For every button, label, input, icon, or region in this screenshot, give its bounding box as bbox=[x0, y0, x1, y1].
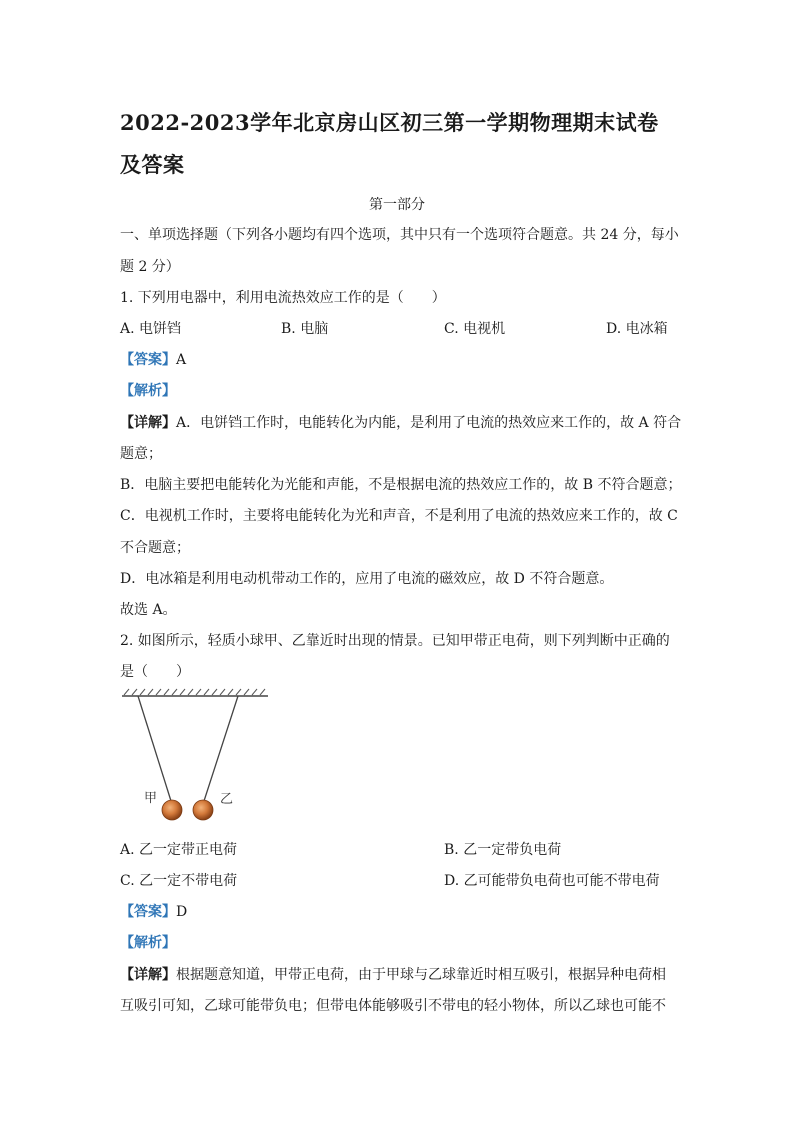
answer-tag: 【答案】 bbox=[120, 904, 176, 920]
q1-detail-line-5: 不合题意； bbox=[120, 540, 190, 556]
q1-detail-line-3: B．电脑主要把电能转化为光能和声能，不是根据电流的热效应工作的，故 B 不符合题意； bbox=[120, 477, 682, 493]
detail-tag: 【详解】 bbox=[120, 967, 176, 983]
label-jia: 甲 bbox=[144, 791, 158, 806]
q1-analysis-tag bbox=[120, 382, 176, 400]
q2-analysis-tag bbox=[120, 934, 176, 952]
q1-option-c: C. 电视机 bbox=[444, 321, 506, 337]
q2-answer-value: D bbox=[176, 904, 188, 920]
q2-detail-line-2: 互吸引可知，乙球可能带负电；但带电体能够吸引不带电的轻小物体，所以乙球也可能不 bbox=[120, 998, 666, 1014]
q1-answer bbox=[120, 351, 186, 369]
q1-detail-line-4: C．电视机工作时，主要将电能转化为光和声音，不是利用了电流的热效应来工作的，故 C bbox=[120, 508, 678, 524]
q2-option-a: A. 乙一定带正电荷 bbox=[120, 842, 238, 858]
section-heading-line1: 一、单项选择题（下列各小题均有四个选项，其中只有一个选项符合题意。共 24 分，每小 bbox=[120, 227, 679, 243]
q1-detail-line-2: 题意； bbox=[120, 446, 162, 462]
pendulum-figure bbox=[120, 688, 270, 832]
q2-option-d: D. 乙可能带负电荷也可能不带电荷 bbox=[444, 873, 660, 889]
q1-option-d: D. 电冰箱 bbox=[606, 321, 668, 337]
q2-stem-line1: 2. 如图所示，轻质小球甲、乙靠近时出现的情景。已知甲带正电荷，则下列判断中正确的 bbox=[120, 633, 670, 649]
answer-tag: 【答案】 bbox=[120, 352, 176, 368]
page-title: 2022-2023学年北京房山区初三第一学期物理期末试卷及答案 bbox=[120, 110, 659, 177]
detail-text: A．电饼铛工作时，电能转化为内能，是利用了电流的热效应来工作的，故 A 符合 bbox=[176, 415, 682, 431]
q1-answer-value: A bbox=[176, 352, 187, 368]
part-label: 第一部分 bbox=[369, 197, 425, 213]
pendulum-diagram bbox=[120, 688, 270, 828]
q1-detail-line-6: D．电冰箱是利用电动机带动工作的，应用了电流的磁效应，故 D 不符合题意。 bbox=[120, 571, 614, 587]
q1-option-a: A. 电饼铛 bbox=[120, 321, 182, 337]
analysis-tag: 【解析】 bbox=[120, 383, 176, 399]
q2-stem-line2: 是（ ） bbox=[120, 664, 190, 680]
q2-answer bbox=[120, 903, 187, 921]
q2-detail-line-1 bbox=[120, 966, 666, 984]
q2-option-c: C. 乙一定不带电荷 bbox=[120, 873, 238, 889]
ceiling bbox=[122, 689, 268, 696]
q2-option-b: B. 乙一定带负电荷 bbox=[444, 842, 562, 858]
ball-yi bbox=[193, 800, 213, 820]
detail-tag: 【详解】 bbox=[120, 415, 176, 431]
label-yi: 乙 bbox=[220, 792, 234, 807]
ball-jia bbox=[162, 800, 182, 820]
q1-detail-line-7: 故选 A。 bbox=[120, 602, 177, 618]
right-string bbox=[204, 696, 238, 801]
q1-option-b: B. 电脑 bbox=[281, 321, 329, 337]
left-string bbox=[138, 696, 171, 801]
analysis-tag: 【解析】 bbox=[120, 935, 176, 951]
section-heading-line2: 题 2 分） bbox=[120, 259, 180, 275]
q1-stem: 1. 下列用电器中，利用电流热效应工作的是（ ） bbox=[120, 290, 446, 306]
detail-text: 根据题意知道，甲带正电荷，由于甲球与乙球靠近时相互吸引，根据异种电荷相 bbox=[176, 967, 666, 983]
q1-detail-line-1 bbox=[120, 414, 681, 432]
